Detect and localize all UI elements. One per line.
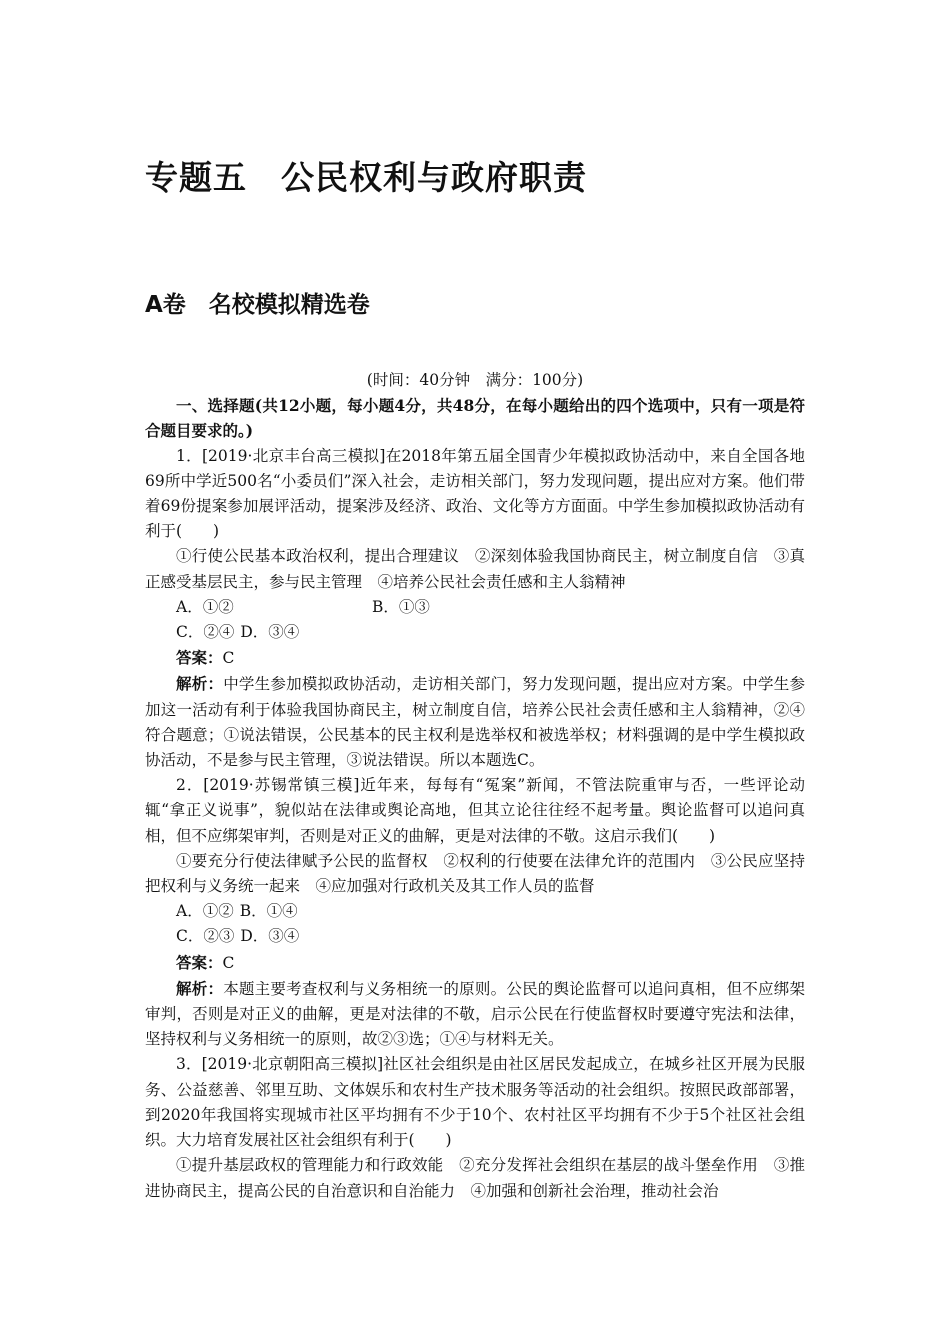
question-2-analysis: [145, 976, 805, 1053]
question-1-options-row-1: [145, 595, 805, 620]
question-1-option-c: C．②④: [176, 623, 235, 642]
question-1-items: ①行使公民基本政治权利，提出合理建议 ②深刻体验我国协商民主，树立制度自信 ③真正感受基层民主，参与民主管理 ④培养公民社会责任感和主人翁精神: [145, 547, 805, 591]
section-heading: 一、选择题(共12小题，每小题4分，共48分，在每小题给出的四个选项中，只有一项是符合题目要求的。): [145, 396, 805, 441]
question-2-items: ①要充分行使法律赋予公民的监督权 ②权利的行使要在法律允许的范围内 ③公民应坚持把权利与义务统一起来 ④应加强对行政机关及其工作人员的监督: [145, 851, 805, 896]
document-body: [145, 368, 805, 1204]
question-2-option-d: D．③④: [240, 927, 300, 946]
analysis-text: 本题主要考查权利与义务相统一的原则。公民的舆论监督可以追问真相，但不应绑架审判，否则是对正义的曲解，更是对法律的不敬，启示公民在行使监督权时要遵守宪法和法律，坚持权利与义务相统一的原则，故②③选；①④与材料无关。: [145, 979, 805, 1049]
exam-info: (时间：40分钟 满分：100分): [366, 371, 584, 389]
answer-label: 答案：: [176, 952, 223, 972]
question-2-stem: 2．[2019·苏锡常镇三模]近年来，每每有“冤案”新闻，不管法院重审与否，一些评论动辄“拿正义说事”，貌似站在法律或舆论高地，但其立论往往经不起考量。舆论监督可以追问真相，但不应绑架审判，否则是对正义的曲解，更是对法律的不敬。这启示我们( ): [145, 776, 805, 845]
answer-value: C: [222, 953, 235, 972]
analysis-label: 解析：: [176, 674, 224, 694]
question-1-options-row-2: [145, 620, 805, 645]
question-3-stem: 3．[2019·北京朝阳高三模拟]社区社会组织是由社区居民发起成立，在城乡社区开展为民服务、公益慈善、邻里互助、文体娱乐和农村生产技术服务等活动的社会组织。按照民政部部署，到2020年我国将实现城市社区平均拥有不少于10个、农村社区平均拥有不少于5个社区社会组织。大力培育发展社区社会组织有利于( ): [145, 1055, 805, 1150]
analysis-label: 解析：: [176, 978, 224, 998]
question-2-options-row-2: [145, 924, 805, 949]
document-title: 专题五 公民权利与政府职责: [145, 158, 587, 197]
question-1-stem: 1．[2019·北京丰台高三模拟]在2018年第五届全国青少年模拟政协活动中，来自全国各地69所中学近500名“小委员们”深入社会，走访相关部门，努力发现问题，提出应对方案。他们带着69份提案参加展评活动，提案涉及经济、政治、文化等方方面面。中学生参加模拟政协活动有利于( ): [145, 446, 805, 541]
question-2-option-a: A．①②: [176, 902, 234, 921]
answer-value: C: [222, 649, 235, 668]
question-2-option-c: C．②③: [176, 927, 235, 946]
question-3-items: ①提升基层政权的管理能力和行政效能 ②充分发挥社会组织在基层的战斗堡垒作用 ③推进协商民主，提高公民的自治意识和自治能力 ④加强和创新社会治理，推动社会治: [145, 1156, 805, 1200]
document-subtitle: A卷 名校模拟精选卷: [145, 292, 370, 318]
question-2-options-row-1: [145, 899, 805, 924]
question-1-option-b: B．①③: [372, 597, 430, 616]
question-1-option-a: A．①②: [176, 597, 234, 616]
question-1-answer: [145, 645, 805, 671]
answer-label: 答案：: [176, 648, 223, 668]
question-2-answer: [145, 950, 805, 976]
question-1-analysis: [145, 671, 805, 773]
analysis-text: 中学生参加模拟政协活动，走访相关部门，努力发现问题，提出应对方案。中学生参加这一活动有利于体验我国协商民主，树立制度自信，培养公民社会责任感和主人翁精神，②④符合题意；①说法错误，公民基本的民主权利是选举权和被选举权；材料强调的是中学生模拟政协活动，不是参与民主管理，③说法错误。所以本题选C。: [145, 675, 805, 770]
question-1-option-d: D．③④: [240, 623, 300, 642]
question-2-option-b: B．①④: [239, 902, 298, 921]
